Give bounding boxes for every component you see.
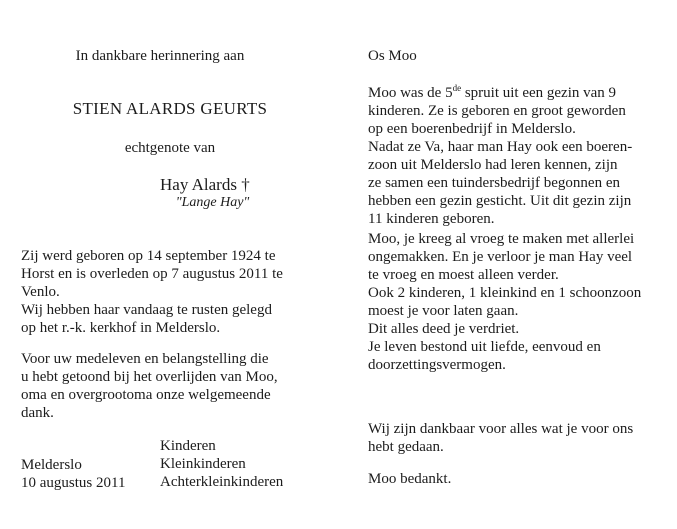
text-line: kinderen. Ze is geboren en groot geworden bbox=[368, 103, 626, 119]
biography-paragraph bbox=[21, 247, 299, 337]
hardship-paragraph bbox=[368, 230, 670, 374]
deceased-name: STIEN ALARDS GEURTS bbox=[72, 99, 268, 118]
text-line: ongemakken. En je verloor je man Hay veel bbox=[368, 249, 633, 265]
place: Melderslo bbox=[21, 457, 82, 473]
text-line: hebt gedaan. bbox=[368, 439, 444, 455]
text-line: u hebt getoond bij het overlijden van Moo, bbox=[21, 369, 278, 385]
husband-name: Hay Alards † bbox=[160, 175, 250, 194]
text-line: Horst en is overleden op 7 augustus 2011 te bbox=[21, 266, 283, 282]
date: 10 augustus 2011 bbox=[21, 475, 126, 491]
text-line: ze samen een tuindersbedrijf begonnen en bbox=[368, 175, 620, 191]
text-line: Voor uw medeleven en belangstelling die bbox=[21, 351, 269, 367]
signoff-line: Achterkleinkinderen bbox=[160, 474, 284, 490]
text-line: te vroeg en moest alleen verder. bbox=[368, 267, 559, 283]
text-line: 11 kinderen geboren. bbox=[368, 211, 495, 227]
text-line: Wij hebben haar vandaag te rusten gelegd bbox=[21, 302, 272, 318]
text-line: oma en overgrootoma onze welgemeende bbox=[21, 387, 271, 403]
text-line: Zij werd geboren op 14 september 1924 te bbox=[21, 248, 276, 264]
text-line: op een boerenbedrijf in Melderslo. bbox=[368, 121, 576, 137]
text-line: hebben een gezin gesticht. Uit dit gezin zijn bbox=[368, 193, 632, 209]
greeting: Os Moo bbox=[368, 48, 417, 64]
text-line: Moo, je kreeg al vroeg te maken met allerlei bbox=[368, 231, 635, 247]
life-paragraph bbox=[368, 84, 670, 228]
text-line: Wij zijn dankbaar voor alles wat je voor ons bbox=[368, 421, 634, 437]
signoff-line: Kleinkinderen bbox=[160, 456, 246, 472]
family-signoff bbox=[160, 437, 283, 491]
text-fragment: spruit uit een gezin van 9 bbox=[461, 85, 617, 101]
text-line: Ook 2 kinderen, 1 kleinkind en 1 schoonzoon bbox=[368, 285, 642, 301]
intro-text: In dankbare herinnering aan bbox=[75, 48, 245, 64]
text-line bbox=[368, 84, 670, 102]
husband-nickname: "Lange Hay" bbox=[175, 195, 250, 210]
text-line: Je leven bestond uit liefde, eenvoud en bbox=[368, 339, 601, 355]
signoff-line: Kinderen bbox=[160, 438, 216, 454]
text-fragment: Moo was de 5 bbox=[368, 85, 453, 101]
place-date bbox=[21, 456, 125, 492]
text-line: doorzettingsvermogen. bbox=[368, 357, 506, 373]
spouse-label: echtgenote van bbox=[124, 140, 216, 156]
text-line: dank. bbox=[21, 405, 54, 421]
gratitude-paragraph bbox=[368, 420, 670, 456]
closing-line: Moo bedankt. bbox=[368, 471, 452, 487]
text-line: zoon uit Melderslo had leren kennen, zijn bbox=[368, 157, 618, 173]
text-line: op het r.-k. kerkhof in Melderslo. bbox=[21, 320, 221, 336]
text-line: moest je voor laten gaan. bbox=[368, 303, 519, 319]
text-line: Nadat ze Va, haar man Hay ook een boeren- bbox=[368, 139, 633, 155]
text-line: Venlo. bbox=[21, 284, 60, 300]
thanks-paragraph bbox=[21, 350, 299, 422]
text-line: Dit alles deed je verdriet. bbox=[368, 321, 520, 337]
ordinal-suffix: de bbox=[452, 83, 462, 93]
